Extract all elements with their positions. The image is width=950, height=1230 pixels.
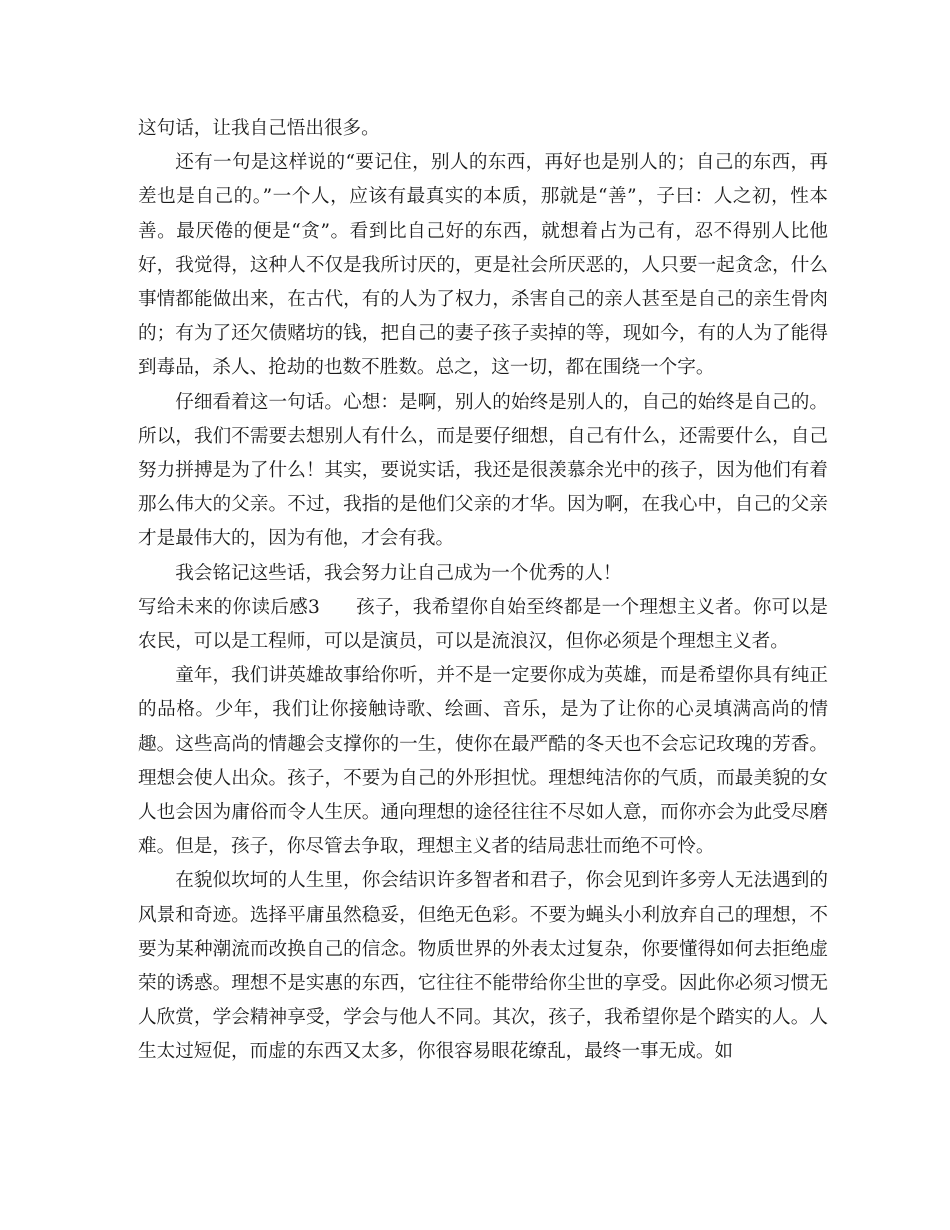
paragraph-3: 仔细看着这一句话。心想：是啊，别人的始终是别人的，自己的始终是自己的。所以，我们不需要去想别人有什么，而是要仔细想，自己有什么，还需要什么，自己努力拼搏是为了什么！其实，要说实话，我还是很羡慕余光中的孩子，因为他们有着那么伟大的父亲。不过，我指的是他们父亲的才华。因为啊，在我心中，自己的父亲才是最伟大的，因为有他，才会有我。: [138, 391, 828, 550]
paragraph-1: 这句话，让我自己悟出很多。: [138, 118, 380, 139]
paragraph-2: 还有一句是这样说的“要记住，别人的东西，再好也是别人的；自己的东西，再差也是自己的。”一个人，应该有最真实的本质，那就是“善”，子曰：人之初，性本善。最厌倦的便是“贪”。看到比自己好的东西，就想着占为己有，忍不得别人比他好，我觉得，这种人不仅是我所讨厌的，更是社会所厌恶的，人只要一起贪念，什么事情都能做出来，在古代，有的人为了权力，杀害自己的亲人甚至是自己的亲生骨肉的；有为了还欠债赌坊的钱，把自己的妻子孩子卖掉的等，现如今，有的人为了能得到毒品，杀人、抢劫的也数不胜数。总之，这一切，都在围绕一个字。: [138, 152, 828, 379]
section-title: 写给未来的你读后感3: [138, 596, 320, 618]
section-first-text: 孩子，我希望你自始至终都是一个理想主义者。你可以是农民，可以是工程师，可以是演员，可以是流浪汉，但你必须是个理想主义者。: [138, 596, 828, 653]
paragraph-5: 童年，我们讲英雄故事给你听，并不是一定要你成为英雄，而是希望你具有纯正的品格。少年，我们让你接触诗歌、绘画、音乐，是为了让你的心灵填满高尚的情趣。这些高尚的情趣会支撑你的一生，使你在最严酷的冬天也不会忘记玫瑰的芳香。理想会使人出众。孩子，不要为自己的外形担忧。理想纯洁你的气质，而最美貌的女人也会因为庸俗而令人生厌。通向理想的途径往往不尽如人意，而你亦会为此受尽磨难。但是，孩子，你尽管去争取，理想主义者的结局悲壮而绝不可怜。: [138, 665, 828, 858]
document-body: [138, 112, 828, 1070]
paragraph-6: 在貌似坎坷的人生里，你会结识许多智者和君子，你会见到许多旁人无法遇到的风景和奇迹。选择平庸虽然稳妥，但绝无色彩。不要为蝇头小利放弃自己的理想，不要为某种潮流而改换自己的信念。物质世界的外表太过复杂，你要懂得如何去拒绝虚荣的诱惑。理想不是实惠的东西，它往往不能带给你尘世的享受。因此你必须习惯无人欣赏，学会精神享受，学会与他人不同。其次，孩子，我希望你是个踏实的人。人生太过短促，而虚的东西又太多，你很容易眼花缭乱，最终一事无成。如: [138, 870, 828, 1063]
section-heading-line: [138, 591, 828, 659]
paragraph-4: 我会铭记这些话，我会努力让自己成为一个优秀的人！: [175, 562, 622, 584]
